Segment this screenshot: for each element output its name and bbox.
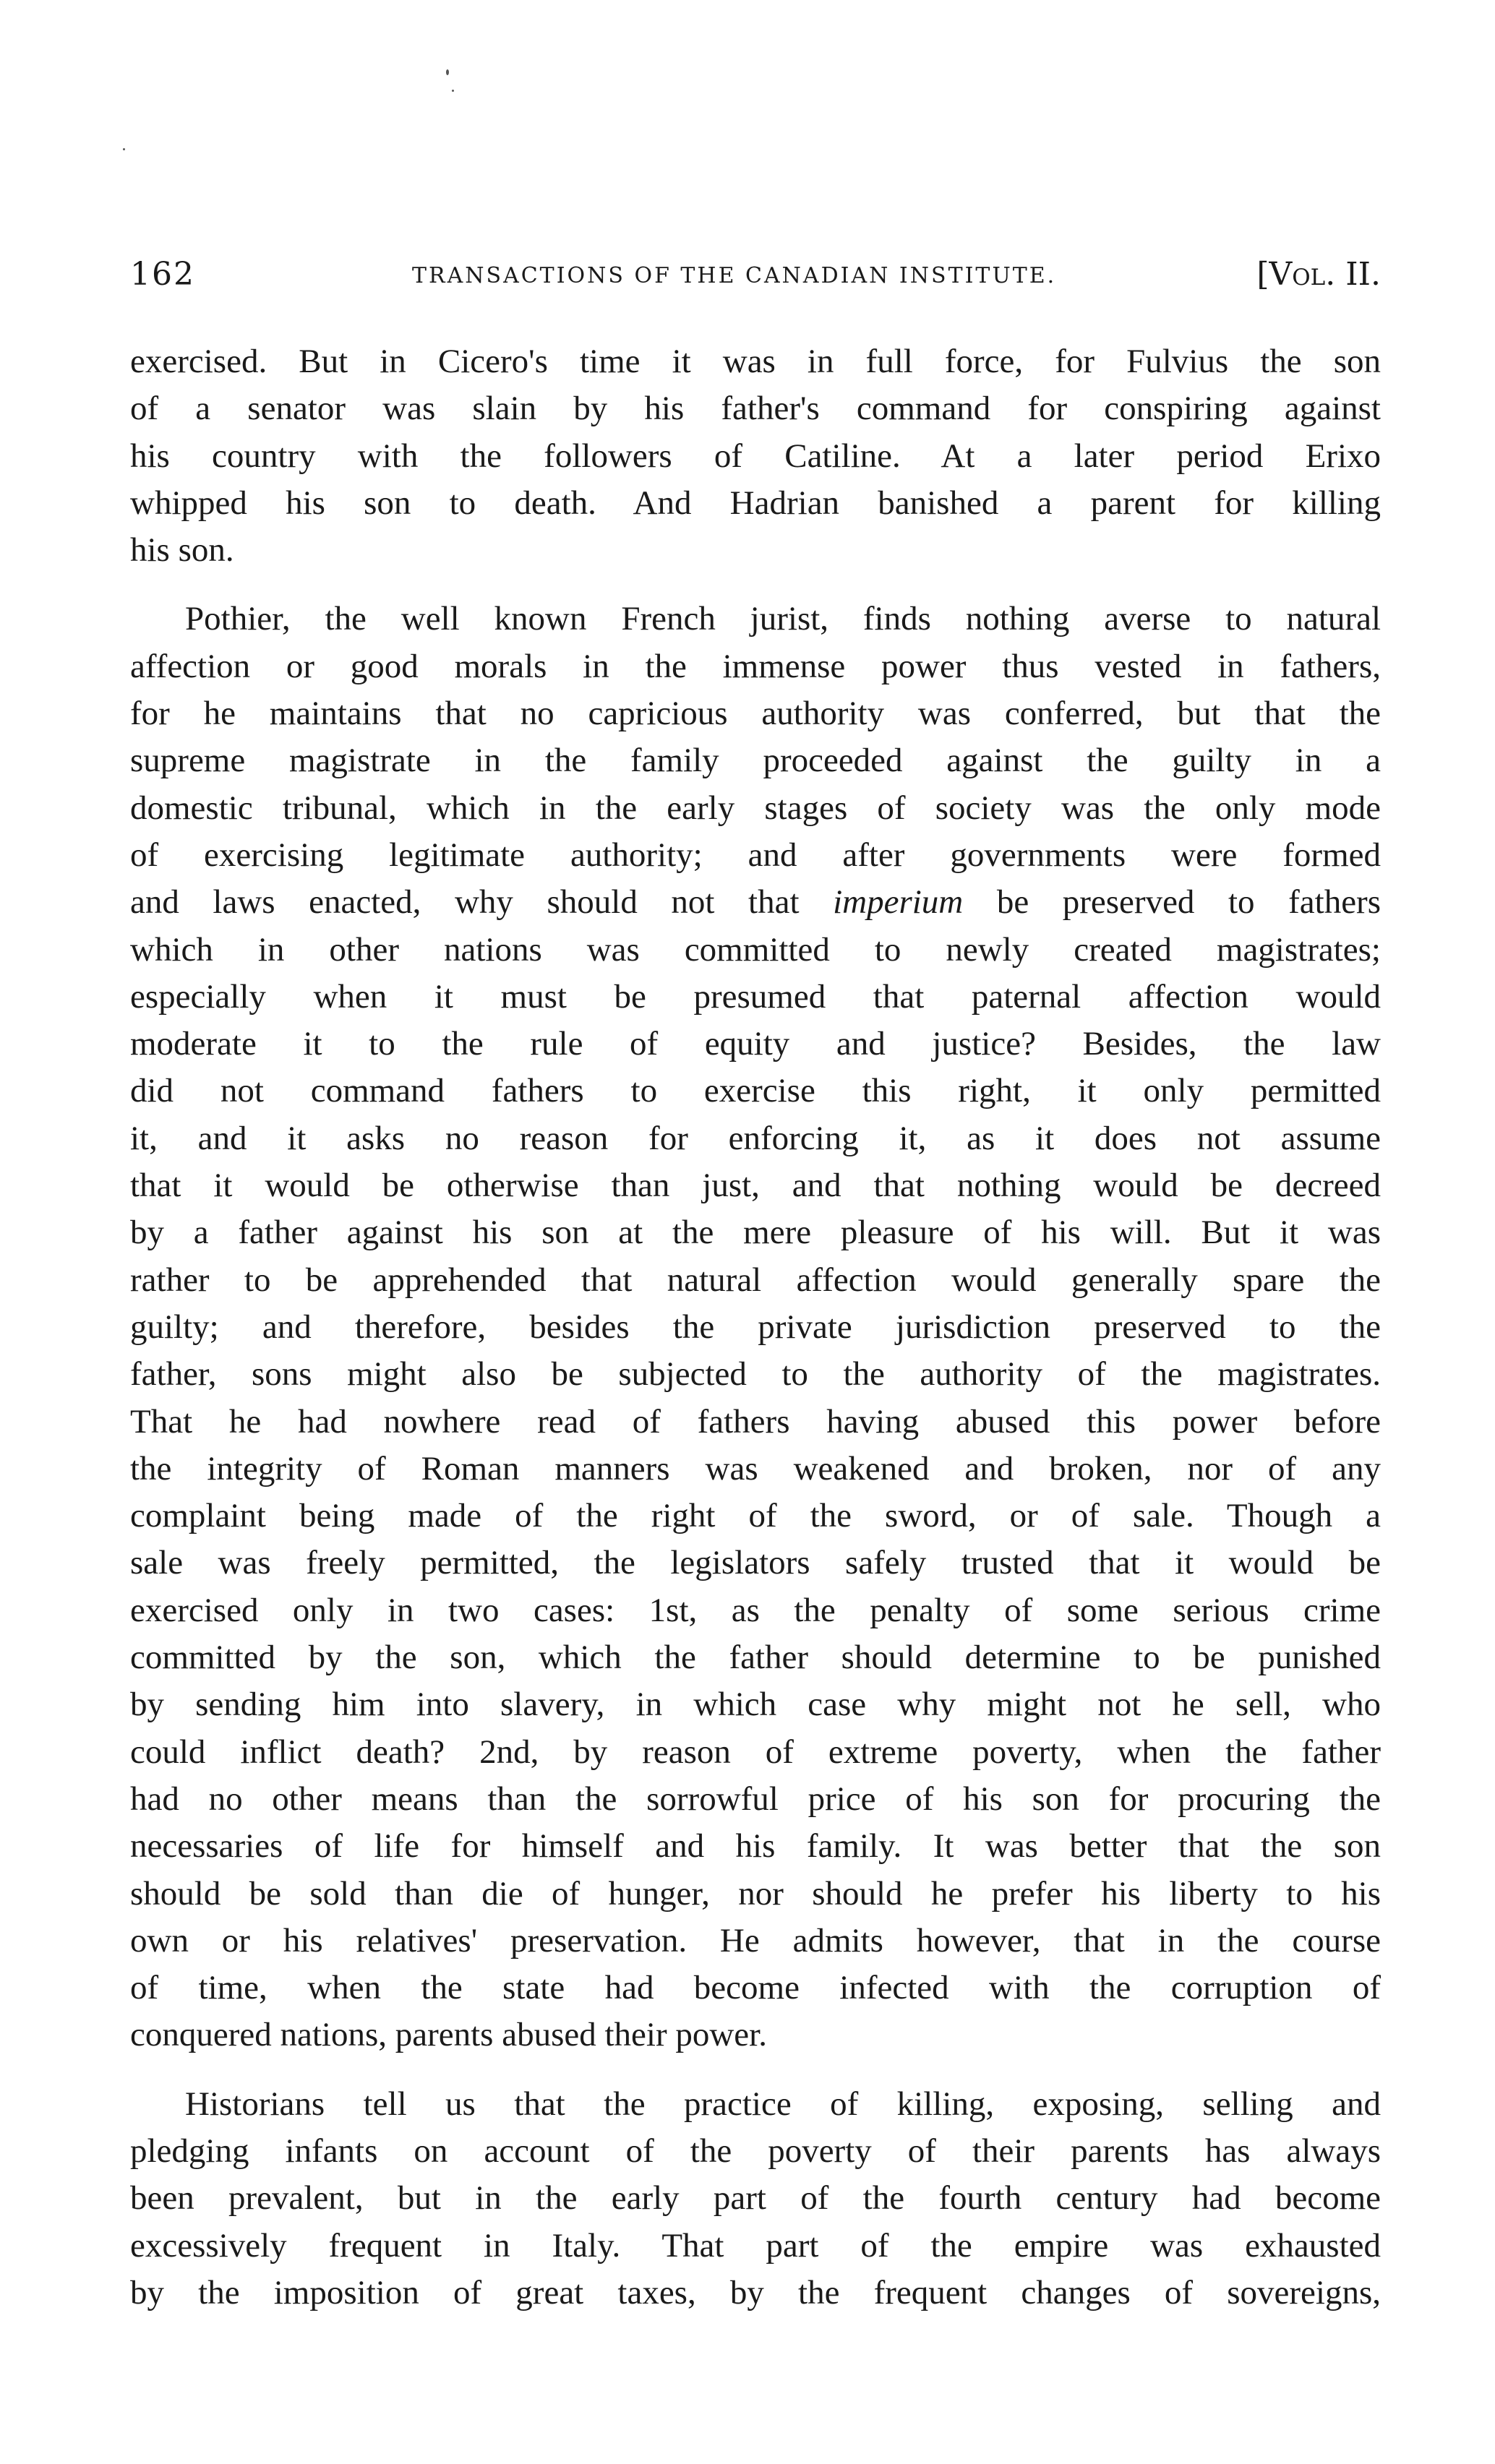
text-line: had no other means than the sorrowful price of his son for procuring the: [130, 1780, 1381, 1818]
text-line: for he maintains that no capricious authority was conferred, but that the: [130, 695, 1381, 733]
text-line: whipped his son to death. And Hadrian banished a parent for killing: [130, 484, 1381, 522]
text-line: especially when it must be presumed that paternal affection would: [130, 977, 1381, 1016]
text-line: affection or good morals in the immense power thus vested in fathers,: [130, 647, 1381, 685]
text-line: should be sold than die of hunger, nor should he prefer his liberty to his: [130, 1874, 1381, 1913]
paragraph: [130, 2081, 1381, 2317]
text-line: been prevalent, but in the early part of the fourth century had become: [130, 2179, 1381, 2218]
text-line: conquered nations, parents abused their power.: [130, 2016, 767, 2054]
text-line: exercised. But in Cicero's time it was in full force, for Fulvius the son: [130, 343, 1381, 380]
text-line: the integrity of Roman manners was weakened and broken, nor of any: [130, 1449, 1381, 1488]
text-line: his country with the followers of Catiline. At a later period Erixo: [130, 437, 1381, 475]
text-line: supreme magistrate in the family proceeded against the guilty in a: [130, 742, 1381, 780]
running-header: [130, 256, 1381, 306]
text-line: that it would be otherwise than just, and that nothing would be decreed: [130, 1167, 1381, 1205]
text-line: necessaries of life for himself and his family. It was better that the son: [130, 1827, 1381, 1866]
page-speck: [123, 148, 125, 150]
text-line: by sending him into slavery, in which case why might not he sell, who: [130, 1686, 1381, 1724]
text-line: Pothier, the well known French jurist, finds nothing averse to natural: [185, 600, 1381, 638]
text-line: and laws enacted, why should not that imperium be preserved to fathers: [130, 883, 1382, 922]
text-line: of a senator was slain by his father's command for conspiring against: [130, 390, 1381, 428]
italic-term: imperium: [833, 883, 964, 922]
text-line: complaint being made of the right of the sword, or of sale. Though a: [130, 1497, 1381, 1535]
volume-label: [Vol. II.: [1256, 256, 1381, 293]
text-line: which in other nations was committed to newly created magistrates;: [130, 930, 1381, 969]
text-line: That he had nowhere read of fathers having abused this power before: [130, 1402, 1381, 1441]
page-speck: [452, 90, 454, 92]
text-line: of time, when the state had become infected with the corruption of: [130, 1969, 1381, 2007]
text-line: domestic tribunal, which in the early stages of society was the only mode: [130, 789, 1381, 827]
paragraph: [130, 596, 1381, 2059]
text-line: sale was freely permitted, the legislators safely trusted that it would be: [130, 1544, 1381, 1582]
text-line: excessively frequent in Italy. That part of the empire was exhausted: [130, 2226, 1381, 2265]
text-line: rather to be apprehended that natural affection would generally spare the: [130, 1261, 1381, 1299]
text-line: by the imposition of great taxes, by the frequent changes of sovereigns,: [130, 2273, 1381, 2311]
text-line: his son.: [130, 531, 234, 570]
body-text: [130, 338, 1381, 2317]
text-line: of exercising legitimate authority; and after governments were formed: [130, 836, 1381, 874]
text-line: committed by the son, which the father should determine to be punished: [130, 1639, 1381, 1677]
running-title: TRANSACTIONS OF THE CANADIAN INSTITUTE.: [412, 263, 1057, 288]
paragraph: [130, 338, 1381, 574]
text-line: by a father against his son at the mere pleasure of his will. But it was: [130, 1214, 1381, 1252]
text-line: guilty; and therefore, besides the private jurisdiction preserved to the: [130, 1308, 1381, 1346]
text-line: exercised only in two cases: 1st, as the penalty of some serious crime: [130, 1591, 1381, 1629]
text-line: pledging infants on account of the poverty of their parents has always: [130, 2132, 1381, 2170]
text-line: Historians tell us that the practice of killing, exposing, selling and: [185, 2085, 1381, 2123]
text-line: did not command fathers to exercise this right, it only permitted: [130, 1072, 1381, 1110]
text-line: it, and it asks no reason for enforcing it, as it does not assume: [130, 1119, 1381, 1157]
text-line: own or his relatives' preservation. He admits however, that in the course: [130, 1921, 1381, 1959]
text-line: father, sons might also be subjected to the authority of the magistrates.: [130, 1355, 1381, 1394]
text-line: moderate it to the rule of equity and justice? Besides, the law: [130, 1025, 1381, 1063]
page-speck: [446, 69, 449, 75]
text-line: could inflict death? 2nd, by reason of extreme poverty, when the father: [130, 1733, 1381, 1771]
page-number: 162: [130, 256, 195, 293]
